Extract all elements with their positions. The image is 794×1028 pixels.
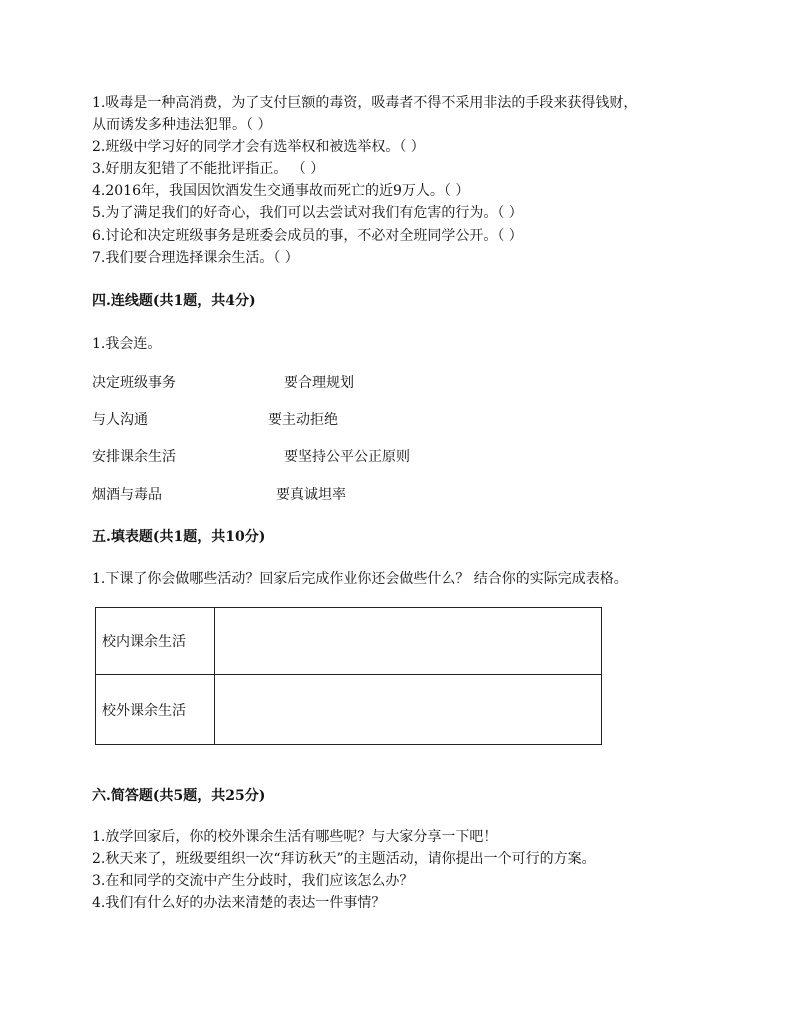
short-answer-question-2: 2.秋天来了，班级要组织一次“拜访秋天”的主题活动，请你提出一个可行的方案。: [92, 851, 596, 867]
match-right-item-2: 要主动拒绝: [268, 412, 338, 428]
match-left-item-2: 与人沟通: [92, 412, 148, 428]
activity-table: [95, 607, 602, 745]
match-left-item-4: 烟酒与毒品: [92, 487, 162, 503]
section-5-title: 五.填表题(共1题，共10分): [92, 529, 266, 545]
judgement-item-5: 5.为了满足我们的好奇心，我们可以去尝试对我们有危害的行为。（ ）: [92, 205, 523, 221]
table-answer-cell[interactable]: [215, 608, 602, 675]
table-row-label: 校内课余生活: [96, 608, 215, 675]
match-right-item-3: 要坚持公平公正原则: [284, 449, 410, 465]
table-row-label: 校外课余生活: [96, 675, 215, 745]
judgement-item-6: 6.讨论和决定班级事务是班委会成员的事，不必对全班同学公开。（ ）: [92, 228, 523, 244]
section-4-question: 1.我会连。: [92, 336, 162, 352]
table-row: [96, 608, 602, 675]
judgement-item-2: 2.班级中学习好的同学才会有选举权和被选举权。（ ）: [92, 139, 425, 155]
section-6-title: 六.简答题(共5题，共25分): [92, 788, 266, 804]
table-answer-cell[interactable]: [215, 675, 602, 745]
short-answer-question-4: 4.我们有什么好的办法来清楚的表达一件事情？: [92, 895, 386, 911]
match-right-item-4: 要真诚坦率: [276, 487, 346, 503]
match-left-item-3: 安排课余生活: [92, 449, 176, 465]
judgement-item-1b: 从而诱发多种违法犯罪。（ ）: [92, 117, 272, 133]
short-answer-question-3: 3.在和同学的交流中产生分歧时，我们应该怎么办？: [92, 873, 414, 889]
short-answer-question-1: 1.放学回家后，你的校外课余生活有哪些呢？与大家分享一下吧！: [92, 829, 498, 845]
judgement-item-4: 4.2016年，我国因饮酒发生交通事故而死亡的近9万人。（ ）: [92, 183, 470, 199]
match-right-item-1: 要合理规划: [284, 375, 354, 391]
judgement-item-7: 7.我们要合理选择课余生活。（ ）: [92, 250, 299, 266]
section-4-title: 四.连线题(共1题，共4分): [92, 293, 256, 309]
judgement-item-3: 3.好朋友犯错了不能批评指正。 （ ）: [92, 161, 325, 177]
section-5-question: 1.下课了你会做哪些活动？回家后完成作业你还会做些什么？ 结合你的实际完成表格。: [92, 571, 628, 587]
judgement-item-1a: 1.吸毒是一种高消费，为了支付巨额的毒资，吸毒者不得不采用非法的手段来获得钱财，: [92, 95, 638, 111]
match-left-item-1: 决定班级事务: [92, 375, 176, 391]
table-row: [96, 675, 602, 745]
